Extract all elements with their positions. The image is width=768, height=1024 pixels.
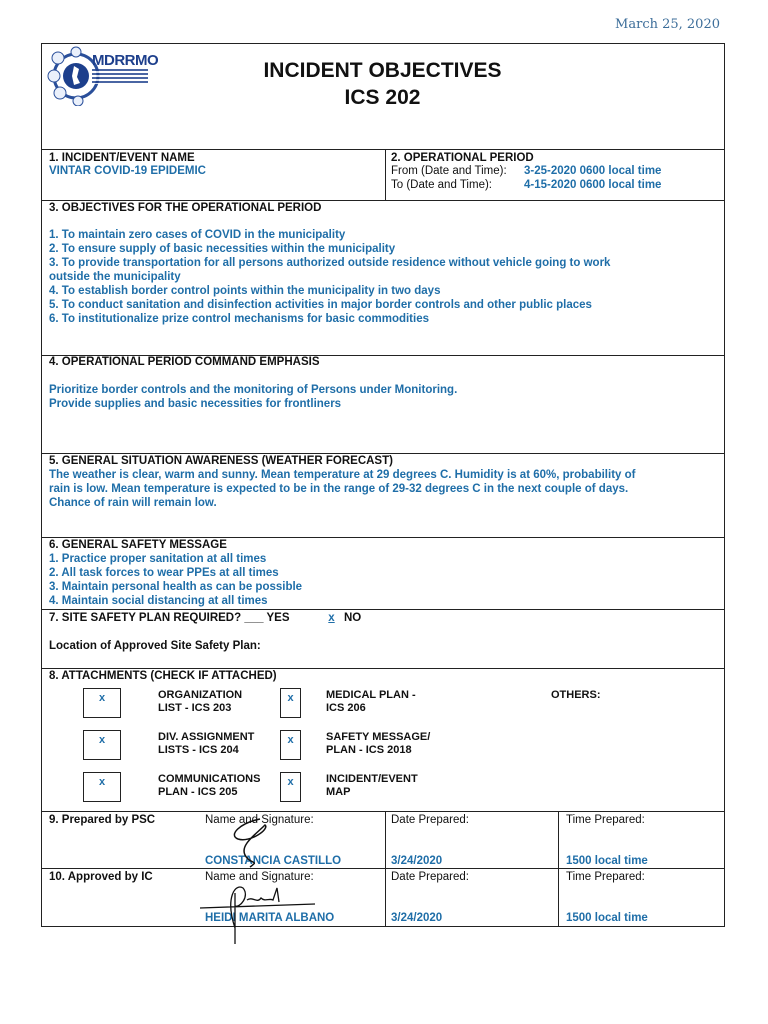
attachment-label: ICS 206 bbox=[326, 702, 366, 714]
attachment-checkbox[interactable]: x bbox=[280, 730, 301, 760]
attachment-checkbox[interactable]: x bbox=[83, 772, 121, 802]
logo-subtitle bbox=[92, 69, 148, 84]
prepared-time: 1500 local time bbox=[566, 855, 648, 867]
weather-line: The weather is clear, warm and sunny. Mean temperature at 29 degrees C. Humidity is at 60%, probability of bbox=[49, 469, 636, 481]
prepared-date-label: Date Prepared: bbox=[391, 814, 469, 826]
objective-item: outside the municipality bbox=[49, 271, 181, 283]
attachments-others-label: OTHERS: bbox=[551, 689, 601, 701]
emphasis-line: Provide supplies and basic necessities for frontliners bbox=[49, 398, 342, 410]
approved-time-label: Time Prepared: bbox=[566, 871, 645, 883]
attachment-label: INCIDENT/EVENT bbox=[326, 773, 418, 785]
document-date: March 25, 2020 bbox=[615, 17, 720, 32]
objective-item: 4. To establish border control points within the municipality in two days bbox=[49, 285, 441, 297]
incident-name-value: VINTAR COVID-19 EPIDEMIC bbox=[49, 165, 206, 177]
prepared-by-label: 9. Prepared by PSC bbox=[49, 814, 156, 826]
objective-item: 3. To provide transportation for all persons authorized outside residence without vehicle going to work bbox=[49, 257, 611, 269]
safety-label: 6. GENERAL SAFETY MESSAGE bbox=[49, 539, 227, 551]
attachment-label: DIV. ASSIGNMENT bbox=[158, 731, 255, 743]
attachments-label: 8. ATTACHMENTS (CHECK IF ATTACHED) bbox=[49, 670, 277, 682]
to-label: To (Date and Time): bbox=[391, 179, 492, 191]
approved-name-label: Name and Signature: bbox=[205, 871, 314, 883]
approved-by-label: 10. Approved by IC bbox=[49, 871, 153, 883]
attachment-label: LISTS - ICS 204 bbox=[158, 744, 239, 756]
attachment-checkbox[interactable]: x bbox=[280, 688, 301, 718]
from-value: 3-25-2020 0600 local time bbox=[524, 165, 662, 177]
logo-text: MDRRMO bbox=[92, 52, 159, 69]
form-code: ICS 202 bbox=[344, 86, 421, 109]
safety-line: 1. Practice proper sanitation at all times bbox=[49, 553, 267, 565]
attachment-label: SAFETY MESSAGE/ bbox=[326, 731, 431, 743]
safety-line: 4. Maintain social distancing at all times bbox=[49, 595, 268, 607]
attachment-label: PLAN - ICS 205 bbox=[158, 786, 238, 798]
site-plan-no-mark[interactable]: x bbox=[328, 612, 335, 624]
attachment-label: LIST - ICS 203 bbox=[158, 702, 232, 714]
site-plan-label: 7. SITE SAFETY PLAN REQUIRED? ___ YES bbox=[49, 612, 290, 624]
attachment-label: PLAN - ICS 2018 bbox=[326, 744, 412, 756]
site-plan-no: NO bbox=[344, 612, 362, 624]
prepared-name-label: Name and Signature: bbox=[205, 814, 314, 826]
to-value: 4-15-2020 0600 local time bbox=[524, 179, 662, 191]
prepared-name: CONSTANCIA CASTILLO bbox=[205, 855, 342, 867]
objective-item: 1. To maintain zero cases of COVID in the municipality bbox=[49, 229, 346, 241]
prepared-date: 3/24/2020 bbox=[391, 855, 443, 867]
from-label: From (Date and Time): bbox=[391, 165, 507, 177]
attachment-label: MEDICAL PLAN - bbox=[326, 689, 416, 701]
approved-date-label: Date Prepared: bbox=[391, 871, 469, 883]
operational-period-label: 2. OPERATIONAL PERIOD bbox=[391, 152, 534, 164]
safety-line: 2. All task forces to wear PPEs at all times bbox=[49, 567, 279, 579]
weather-line: Chance of rain will remain low. bbox=[49, 497, 217, 509]
approved-date: 3/24/2020 bbox=[391, 912, 443, 924]
attachment-checkbox[interactable]: x bbox=[280, 772, 301, 802]
weather-label: 5. GENERAL SITUATION AWARENESS (WEATHER FORECAST) bbox=[49, 455, 393, 467]
approved-signature bbox=[195, 878, 320, 946]
approved-time: 1500 local time bbox=[566, 912, 648, 924]
objectives-label: 3. OBJECTIVES FOR THE OPERATIONAL PERIOD bbox=[49, 202, 322, 214]
prepared-time-label: Time Prepared: bbox=[566, 814, 645, 826]
safety-line: 3. Maintain personal health as can be possible bbox=[49, 581, 303, 593]
site-plan-location-label: Location of Approved Site Safety Plan: bbox=[49, 640, 261, 652]
approved-name: HEIDI MARITA ALBANO bbox=[205, 912, 335, 924]
emphasis-label: 4. OPERATIONAL PERIOD COMMAND EMPHASIS bbox=[49, 356, 320, 368]
attachment-label: ORGANIZATION bbox=[158, 689, 243, 701]
attachment-label: MAP bbox=[326, 786, 351, 798]
objective-item: 5. To conduct sanitation and disinfection activities in major border controls and other public places bbox=[49, 299, 592, 311]
objective-item: 6. To institutionalize prize control mechanisms for basic commodities bbox=[49, 313, 429, 325]
weather-line: rain is low. Mean temperature is expected to be in the range of 29-32 degrees C in the next couple of days. bbox=[49, 483, 629, 495]
emphasis-line: Prioritize border controls and the monitoring of Persons under Monitoring. bbox=[49, 384, 458, 396]
incident-name-label: 1. INCIDENT/EVENT NAME bbox=[49, 152, 195, 164]
objective-item: 2. To ensure supply of basic necessities within the municipality bbox=[49, 243, 396, 255]
attachment-checkbox[interactable]: x bbox=[83, 730, 121, 760]
attachment-label: COMMUNICATIONS bbox=[158, 773, 261, 785]
form-title: INCIDENT OBJECTIVES bbox=[263, 59, 502, 82]
prepared-signature bbox=[220, 815, 280, 870]
attachment-checkbox[interactable]: x bbox=[83, 688, 121, 718]
